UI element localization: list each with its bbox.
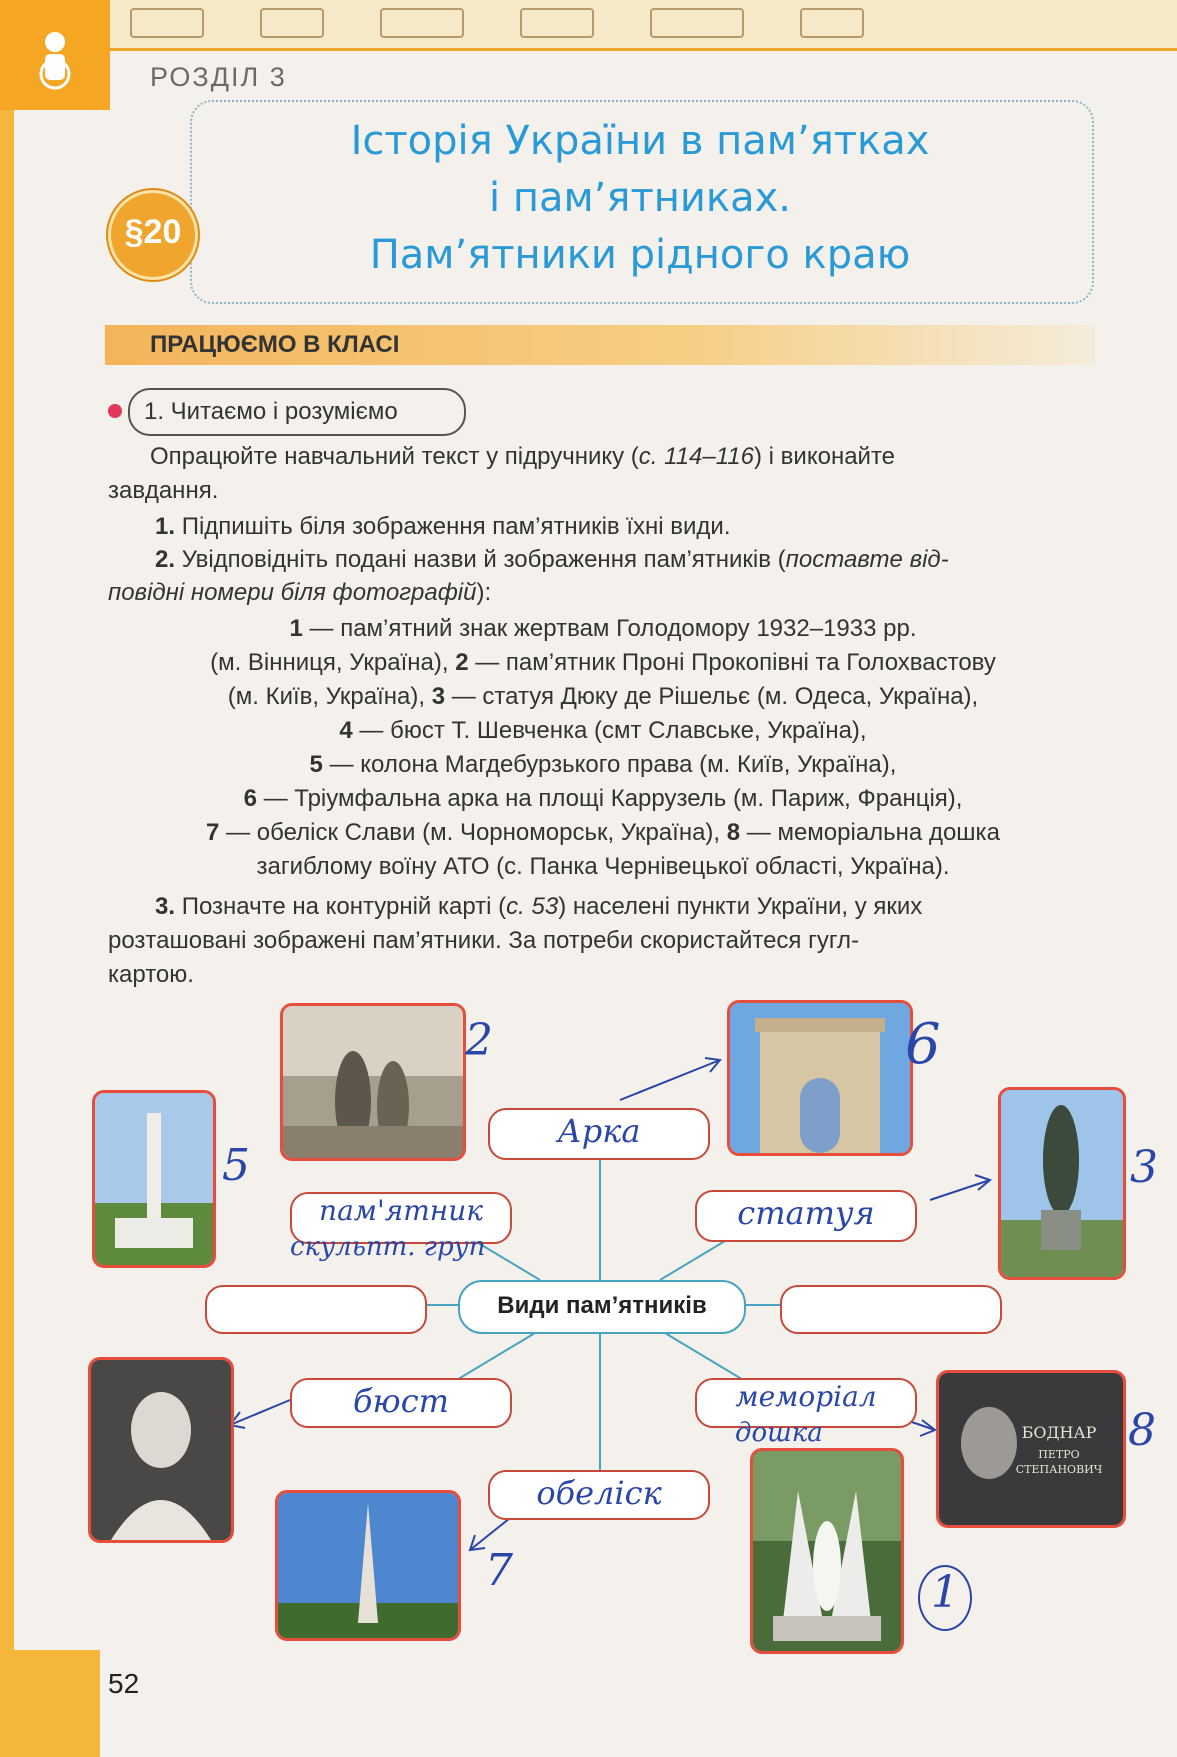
label-arka[interactable]: Арка xyxy=(488,1108,710,1160)
plaque-text-2: ПЕТРО xyxy=(1038,1448,1080,1461)
photo-memorial-plaque xyxy=(936,1370,1126,1528)
task-item-3: 3. Позначте на контурній карті (с. 53) населені пункти України, у яких xyxy=(155,893,923,920)
list-line-2: (м. Вінниця, Україна), 2 — пам’ятник Проні Прокопівні та Голохвастову xyxy=(210,649,996,676)
label-empty-left[interactable] xyxy=(205,1285,427,1334)
task-item-1: 1. Підпишіть біля зображення пам’ятників їхні види. xyxy=(155,513,731,540)
page-title-line-1: Історія України в пам’ятках xyxy=(350,118,930,164)
list-line-1: 1 — пам’ятний знак жертвам Голодомору 1932–1933 рр. xyxy=(289,615,917,642)
label-biust[interactable]: бюст xyxy=(290,1378,512,1428)
plaque-text-1: БОДНАР xyxy=(1021,1423,1097,1442)
label-pamyatnyk-line-2: скульпт. груп xyxy=(290,1232,486,1262)
section-label: РОЗДІЛ 3 xyxy=(150,62,287,92)
handwritten-number-5: 5 xyxy=(222,1140,250,1191)
list-line-8: загиблому воїну АТО (с. Панка Чернівецької області, Україна). xyxy=(256,853,950,880)
handwritten-number-1: 1 xyxy=(918,1565,972,1631)
list-line-5: 5 — колона Магдебурзького права (м. Київ, Україна), xyxy=(309,751,897,778)
photo-magdeburg-column xyxy=(92,1090,216,1268)
list-line-7: 7 — обеліск Слави (м. Чорноморськ, Україна), 8 — меморіальна дошка xyxy=(206,819,1000,846)
photo-monument-2 xyxy=(280,1003,466,1161)
photo-duke-statue xyxy=(998,1087,1126,1280)
handwritten-number-7: 7 xyxy=(485,1545,513,1596)
label-obelisk[interactable]: обеліск xyxy=(488,1470,710,1520)
page-number: 52 xyxy=(108,1668,140,1699)
label-memorial-line-2: дошка xyxy=(735,1418,823,1448)
bottom-margin-strip xyxy=(0,1650,100,1757)
task-item-3-line-2: розташовані зображені пам’ятники. За потреби скористайтеся гугл- xyxy=(108,927,860,954)
handwritten-number-8: 8 xyxy=(1128,1405,1156,1456)
task-item-3-line-3: картою. xyxy=(108,961,194,988)
page-title-line-2: і пам’ятниках. xyxy=(489,175,791,221)
label-memorial[interactable]: меморіал xyxy=(695,1378,917,1428)
handwritten-number-2: 2 xyxy=(465,1015,493,1066)
list-line-3: (м. Київ, Україна), 3 — статуя Дюку де Рішельє (м. Одеса, Україна), xyxy=(227,683,979,710)
task-item-2-cont: повідні номери біля фотографій): xyxy=(108,579,492,606)
intro-line-2: завдання. xyxy=(108,477,219,504)
list-line-4: 4 — бюст Т. Шевченка (смт Славське, Україна), xyxy=(339,717,867,744)
diagram-center: Види пам’ятників xyxy=(458,1280,746,1334)
list-line-6: 6 — Тріумфальна арка на площі Каррузель (м. Париж, Франція), xyxy=(243,785,963,812)
photo-triumphal-arch xyxy=(727,1000,913,1156)
page-title-line-3: Пам’ятники рідного краю xyxy=(369,232,911,278)
plaque-text-3: СТЕПАНОВИЧ xyxy=(1015,1463,1103,1476)
handwritten-number-6: 6 xyxy=(905,1012,941,1077)
label-pamyatnyk[interactable]: пам'ятник xyxy=(290,1192,512,1244)
label-statuia[interactable]: статуя xyxy=(695,1190,917,1242)
paragraph-badge: §20 xyxy=(108,190,198,280)
photo-shevchenko-bust xyxy=(88,1357,234,1543)
task-heading: 1. Читаємо і розуміємо xyxy=(128,388,466,436)
handwritten-number-3: 3 xyxy=(1130,1142,1158,1193)
label-empty-right[interactable] xyxy=(780,1285,1002,1334)
task-item-2: 2. Увідповідніть подані назви й зображення пам’ятників (поставте від- xyxy=(155,546,949,573)
section-heading-bar: ПРАЦЮЄМО В КЛАСІ xyxy=(105,325,1095,365)
intro-line-1: Опрацюйте навчальний текст у підручнику (с. 114–116) і виконайте xyxy=(150,443,896,470)
photo-holodomor-memorial xyxy=(750,1448,904,1654)
photo-obelisk xyxy=(275,1490,461,1641)
